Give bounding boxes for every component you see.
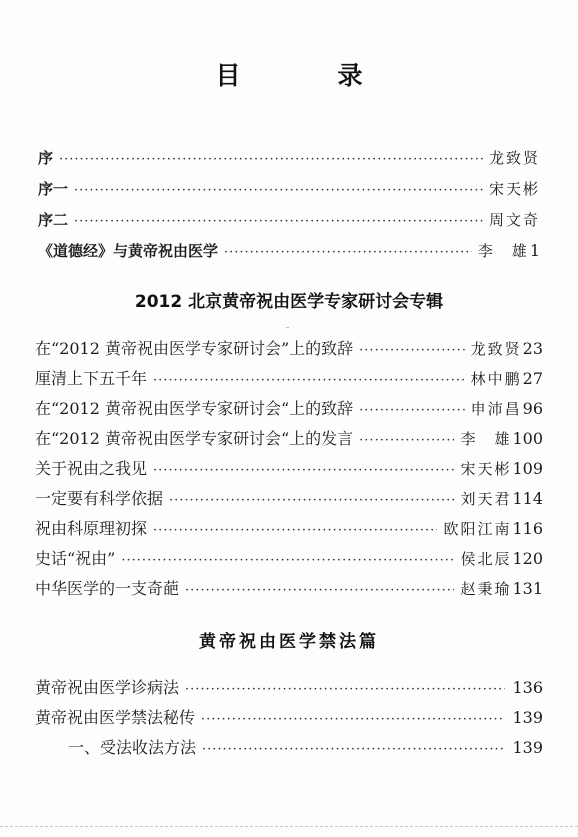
toc-entry[interactable] [35, 578, 543, 600]
entry-title: 黄帝祝由医学禁法秘传 [35, 708, 196, 727]
entry-author: 林中鹏 [470, 370, 522, 388]
entry-title: 史话“祝由” [35, 549, 116, 568]
entry-author: 李 雄 [460, 430, 512, 448]
entry-author: 宋天彬 [460, 460, 512, 478]
dot-leader [121, 548, 454, 570]
dot-leader [169, 488, 454, 510]
section-heading: 黄帝祝由医学禁法篇 [199, 632, 379, 652]
dot-leader [74, 209, 483, 231]
toc-entry[interactable] [35, 368, 543, 390]
dot-leader [202, 737, 505, 759]
entry-author: 龙致贤 [488, 149, 540, 167]
toc-entry[interactable] [68, 737, 543, 759]
toc-entry[interactable] [35, 428, 543, 450]
entry-page-number: 1 [529, 241, 540, 260]
entry-author: 周文奇 [488, 211, 540, 229]
entry-author: 刘天君 [460, 490, 512, 508]
entry-author: 赵秉瑜 [460, 580, 512, 598]
dot-leader [185, 578, 454, 600]
toc-entry[interactable] [35, 338, 543, 360]
entry-title: 中华医学的一支奇葩 [35, 579, 180, 598]
entry-author: 欧阳江南 [443, 520, 512, 538]
dot-leader [185, 677, 505, 699]
dot-leader [201, 707, 505, 729]
toc-entry[interactable] [35, 707, 543, 729]
dot-leader [359, 338, 464, 360]
dot-leader [74, 178, 483, 200]
dot-leader [153, 458, 454, 480]
dot-leader [59, 147, 483, 169]
entry-title: 在“2012 黄帝祝由医学专家研讨会”上的致辞 [35, 339, 354, 358]
entry-page-number: 96 [522, 399, 543, 418]
toc-entry-daodejing[interactable] [38, 240, 540, 262]
entry-author: 侯北辰 [460, 550, 512, 568]
section-heading: 2012 北京黄帝祝由医学专家研讨会专辑 [134, 292, 444, 312]
entry-title: 序一 [38, 180, 69, 198]
entry-title: 序二 [38, 211, 69, 229]
entry-title: 《道德经》与黄帝祝由医学 [38, 242, 219, 260]
entry-title: 一、受法收法方法 [68, 738, 197, 757]
toc-entry-preface-2[interactable] [38, 209, 540, 231]
toc-entry[interactable] [35, 518, 543, 540]
toc-entry[interactable] [35, 548, 543, 570]
entry-page-number: 131 [512, 579, 543, 598]
toc-entry[interactable] [35, 458, 543, 480]
toc-entry[interactable] [35, 398, 543, 420]
entry-page-number: 139 [512, 708, 543, 727]
entry-title: 在“2012 黄帝祝由医学专家研讨会“上的致辞 [35, 399, 354, 418]
entry-author: 龙致贤 [470, 340, 522, 358]
entry-title: 关于祝由之我见 [35, 459, 148, 478]
entry-author: 李 雄 [477, 242, 529, 260]
entry-page-number: 139 [512, 738, 543, 757]
entry-title: 在“2012 黄帝祝由医学专家研讨会“上的发言 [35, 429, 354, 448]
entry-title: 黄帝祝由医学诊病法 [35, 678, 180, 697]
entry-page-number: 100 [512, 429, 543, 448]
toc-entry-preface[interactable] [38, 147, 540, 169]
entry-page-number: 136 [512, 678, 543, 697]
entry-title: 厘清上下五千年 [35, 369, 148, 388]
entry-page-number: 114 [512, 489, 543, 508]
entry-author: 宋天彬 [488, 180, 540, 198]
dot-leader [224, 240, 472, 262]
toc-entry-preface-1[interactable] [38, 178, 540, 200]
toc-entry[interactable] [35, 677, 543, 699]
dot-leader [153, 518, 437, 540]
entry-page-number: 23 [522, 339, 543, 358]
scan-speck [286, 327, 289, 328]
entry-title: 序 [38, 149, 54, 167]
entry-author: 申沛昌 [470, 400, 522, 418]
toc-entry[interactable] [35, 488, 543, 510]
dot-leader [359, 398, 464, 420]
entry-title: 一定要有科学依据 [35, 489, 164, 508]
entry-page-number: 27 [522, 369, 543, 388]
dot-leader [153, 368, 465, 390]
entry-page-number: 120 [512, 549, 543, 568]
dot-leader [359, 428, 454, 450]
page-bottom-edge [0, 826, 578, 828]
entry-page-number: 116 [512, 519, 543, 538]
page-title: 目 录 [215, 61, 399, 90]
entry-title: 祝由科原理初探 [35, 519, 148, 538]
entry-page-number: 109 [512, 459, 543, 478]
